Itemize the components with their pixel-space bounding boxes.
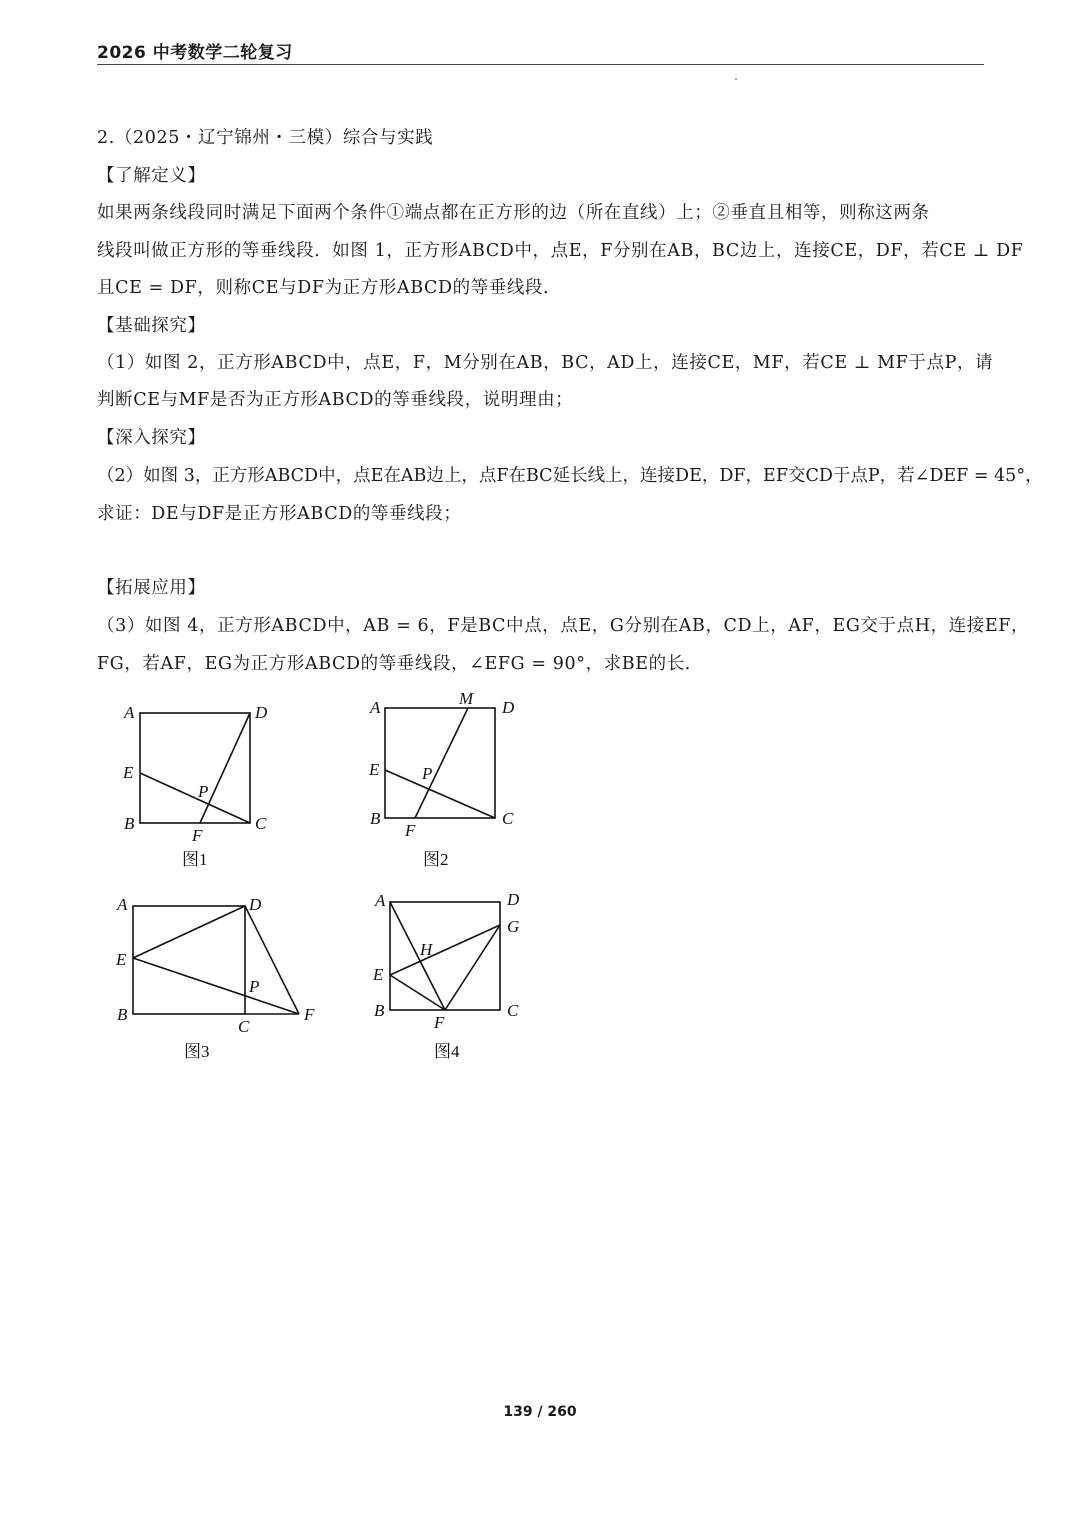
fig2-label-b: B [370,809,381,828]
fig2-label-e: E [369,760,380,779]
fig4-square [390,902,500,1010]
fig4-caption: 图4 [434,1042,460,1061]
section-extended-application: 【拓展应用】 [97,578,206,598]
fig3-square [133,906,245,1014]
fig3-label-d: D [249,895,262,914]
definition-line-1: 如果两条线段同时满足下面两个条件①端点都在正方形的边（所在直线）上；②垂直且相等，则称这两条 [97,203,930,223]
fig4-label-c: C [507,1001,519,1020]
question-1-line-2: 判断CE与MF是否为正方形ABCD的等垂线段，说明理由； [97,390,574,410]
fig1-square [140,713,250,823]
fig1-caption: 图1 [182,850,208,869]
question-3-line-1: （3）如图 4，正方形ABCD中，AB = 6，F是BC中点，点E，G分别在AB，CD上，AF，EG交于点H，连接EF， [97,616,1030,636]
fig2-label-c: C [502,809,514,828]
fig1-label-b: B [124,814,135,833]
fig3-label-p: P [249,977,260,996]
fig1-label-e: E [123,763,134,782]
fig2-segment-mf [415,708,468,818]
fig4-label-h: H [420,940,433,959]
fig4-label-d: D [507,890,520,909]
fig1-label-c: C [255,814,267,833]
fig2-caption: 图2 [423,850,449,869]
fig2-label-a: A [370,698,381,717]
fig3-label-e: E [116,950,127,969]
page-number: 139 / 260 [503,1404,577,1420]
fig3-label-a: A [117,895,128,914]
section-basic-inquiry: 【基础探究】 [97,316,206,336]
fig4-label-a: A [375,891,386,910]
figure-4 [360,880,560,1074]
section-understand-definition: 【了解定义】 [97,166,206,186]
question-1-line-1: （1）如图 2，正方形ABCD中，点E，F，M分别在AB，BC，AD上，连接CE，MF，若CE ⊥ MF于点P，请 [97,353,994,373]
fig1-segment-df [200,713,250,823]
fig3-segment-de [133,906,245,958]
fig1-label-f: F [192,826,203,845]
figure-1 [100,690,300,884]
fig2-label-d: D [502,698,515,717]
page-header-title: 2026 中考数学二轮复习 [97,43,293,63]
fig4-label-g: G [507,917,520,936]
fig3-label-f: F [304,1005,315,1024]
question-2-line-1: （2）如图 3，正方形ABCD中，点E在AB边上，点F在BC延长线上，连接DE，DF，EF交CD于点P，若∠DEF = 45°， [97,466,1043,486]
fig4-label-f: F [434,1013,445,1032]
fig3-label-b: B [117,1005,128,1024]
fig1-segment-ce [140,773,250,823]
fig4-label-b: B [374,1001,385,1020]
figure-2 [345,685,545,884]
definition-line-2: 线段叫做正方形的等垂线段．如图 1，正方形ABCD中，点E，F分别在AB，BC边上，连接CE，DF，若CE ⊥ DF [97,241,1024,261]
fig3-caption: 图3 [184,1042,210,1061]
fig2-label-f: F [405,821,416,840]
question-2-line-2: 求证：DE与DF是正方形ABCD的等垂线段； [97,504,462,524]
fig3-segment-ef [133,958,299,1014]
fig2-label-p: P [422,764,433,783]
header-divider [97,64,984,65]
fig1-label-d: D [255,703,268,722]
fig1-label-a: A [124,703,135,722]
fig2-label-m: M [459,689,474,708]
fig2-segment-ce [385,770,495,818]
fig4-segment-af [390,902,445,1010]
fig3-label-c: C [238,1017,250,1036]
fig2-square [385,708,495,818]
question-3-line-2: FG，若AF，EG为正方形ABCD的等垂线段，∠EFG = 90°，求BE的长． [97,654,703,674]
problem-heading: 2.（2025・辽宁锦州・三模）综合与实践 [97,128,434,148]
fig4-label-e: E [373,965,384,984]
definition-line-3: 且CE = DF，则称CE与DF为正方形ABCD的等垂线段． [97,278,562,298]
figure-3 [100,880,340,1074]
fig1-label-p: P [198,782,209,801]
section-deep-inquiry: 【深入探究】 [97,428,206,448]
scan-dot [735,78,737,80]
